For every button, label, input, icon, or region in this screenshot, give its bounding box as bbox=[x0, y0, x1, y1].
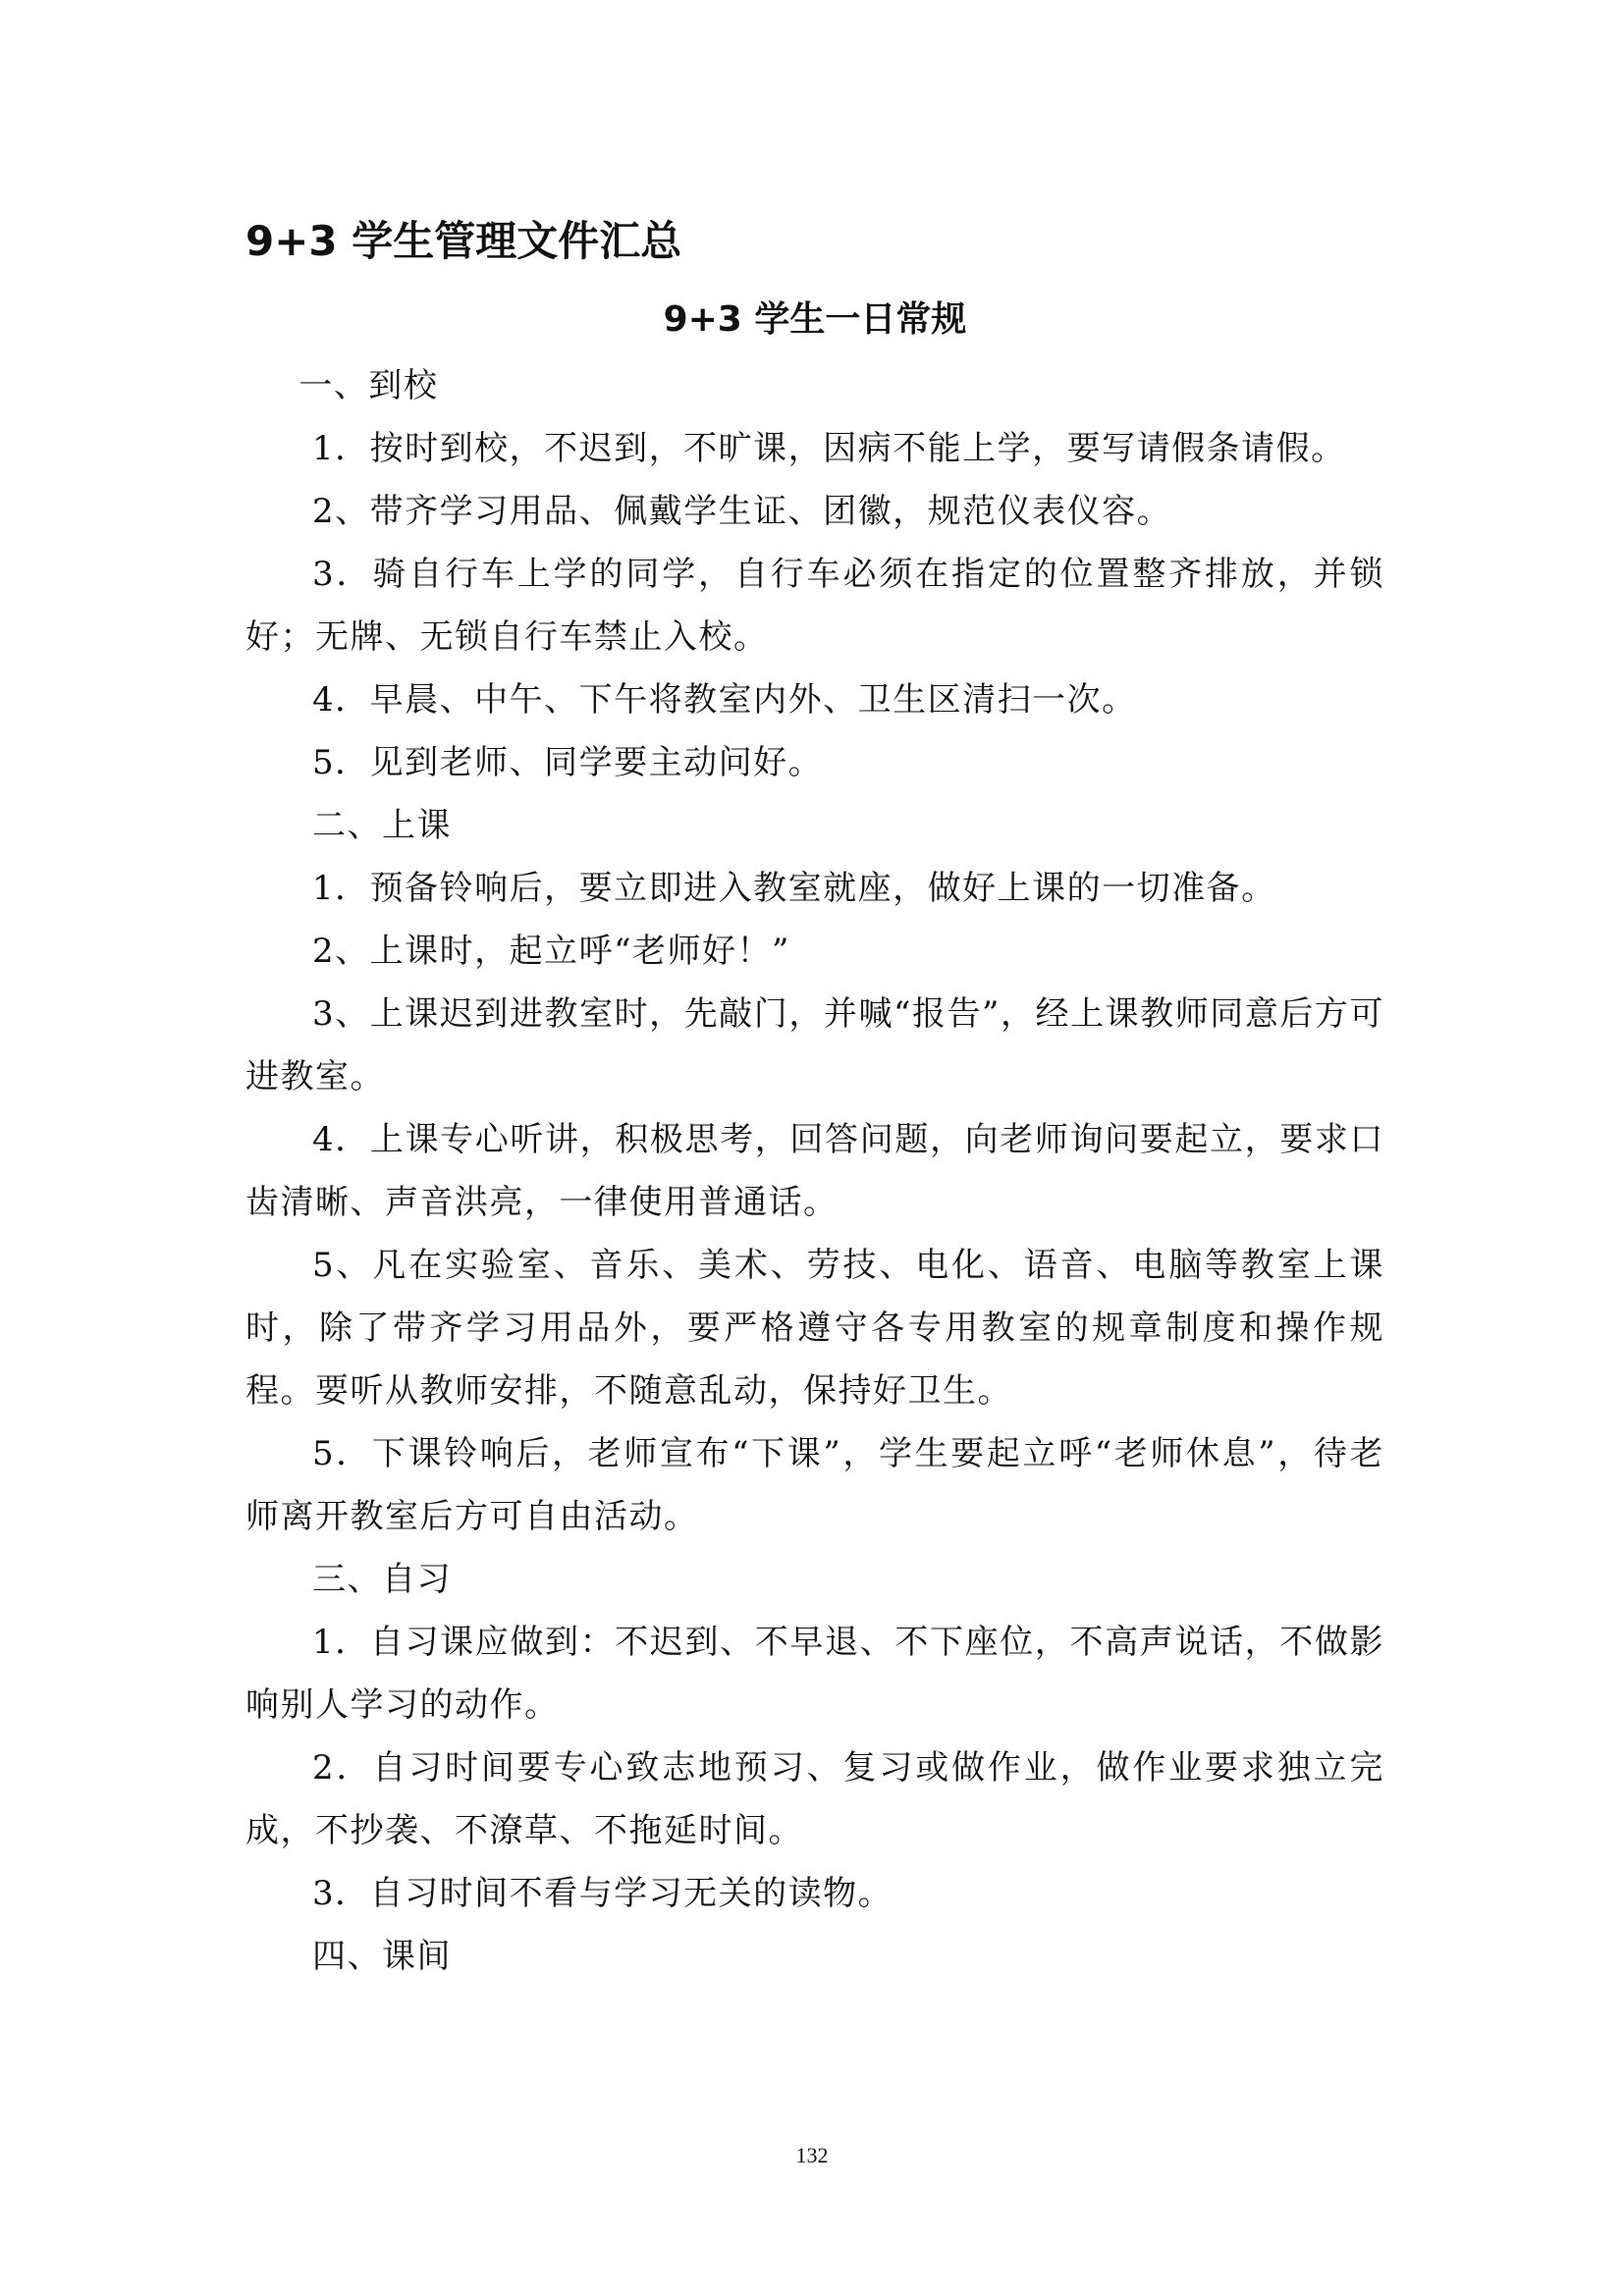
paragraph: 3．自习时间不看与学习无关的读物。 bbox=[312, 1874, 893, 1913]
paragraph: 2、上课时，起立呼“老师好！” bbox=[312, 932, 790, 971]
paragraph: 3．骑自行车上学的同学，自行车必须在指定的位置整齐排放，并锁好；无牌、无锁自行车禁止入校。 bbox=[245, 555, 1384, 657]
paragraph: 1．按时到校，不迟到，不旷课，因病不能上学，要写请假条请假。 bbox=[312, 429, 1346, 468]
paragraph: 5．下课铃响后，老师宣布“下课”，学生要起立呼“老师休息”，待老师离开教室后方可自由活动。 bbox=[245, 1434, 1384, 1536]
paragraph: 5．见到老师、同学要主动问好。 bbox=[312, 743, 824, 782]
section-heading-break: 四、课间 bbox=[312, 1937, 452, 1976]
paragraph: 3、上课迟到进教室时，先敲门，并喊“报告”，经上课教师同意后方可进教室。 bbox=[245, 994, 1384, 1096]
section-heading-class: 二、上课 bbox=[312, 806, 452, 845]
section-heading-self-study: 三、自习 bbox=[312, 1560, 452, 1599]
section-heading-arrival: 一、到校 bbox=[298, 366, 439, 405]
paragraph: 2、带齐学习用品、佩戴学生证、团徽，规范仪表仪容。 bbox=[312, 492, 1172, 531]
document-title: 9+3 学生管理文件汇总 bbox=[245, 217, 682, 265]
paragraph: 1．预备铃响后，要立即进入教室就座，做好上课的一切准备。 bbox=[312, 869, 1276, 908]
section-title: 9+3 学生一日常规 bbox=[663, 299, 967, 340]
paragraph: 4．早晨、中午、下午将教室内外、卫生区清扫一次。 bbox=[312, 680, 1137, 720]
paragraph: 1．自习课应做到：不迟到、不早退、不下座位，不高声说话，不做影响别人学习的动作。 bbox=[245, 1623, 1384, 1725]
paragraph: 5、凡在实验室、音乐、美术、劳技、电化、语音、电脑等教室上课时，除了带齐学习用品外，要严格遵守各专用教室的规章制度和操作规程。要听从教师安排，不随意乱动，保持好卫生。 bbox=[245, 1246, 1384, 1411]
page-number: 132 bbox=[795, 2143, 829, 2167]
paragraph: 4．上课专心听讲，积极思考，回答问题，向老师询问要起立，要求口齿清晰、声音洪亮，一律使用普通话。 bbox=[245, 1120, 1384, 1222]
paragraph: 2．自习时间要专心致志地预习、复习或做作业，做作业要求独立完成，不抄袭、不潦草、不拖延时间。 bbox=[245, 1748, 1384, 1850]
document-body bbox=[245, 354, 1384, 1988]
